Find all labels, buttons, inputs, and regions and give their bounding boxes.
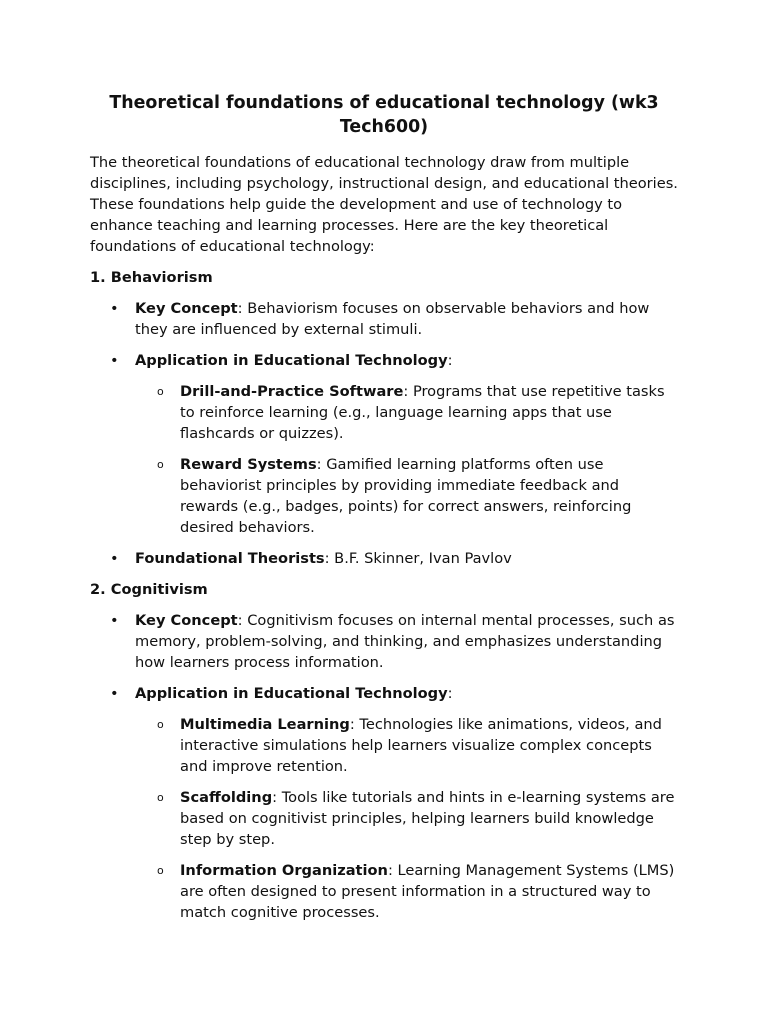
sub-bullet-icon: o — [157, 864, 164, 877]
document-title: Theoretical foundations of educational technology (wk3 Tech600) — [109, 93, 659, 137]
sub-bullet-icon: o — [157, 791, 164, 804]
sub-bullet-list — [135, 381, 678, 538]
term-label: Key Concept — [135, 300, 238, 317]
list-item-application — [90, 683, 678, 923]
sub-list-item — [135, 714, 678, 777]
term-description: : Behaviorism focuses on observable behaviors and how they are influenced by external stimuli. — [135, 300, 650, 338]
section-heading: 2. Cognitivism — [90, 581, 208, 598]
term-description: : — [447, 352, 453, 369]
list-item-application — [90, 350, 678, 538]
term-label: Foundational Theorists — [135, 550, 325, 567]
term-label: Reward Systems — [180, 456, 317, 473]
list-item-key-concept — [90, 610, 678, 673]
intro-paragraph: The theoretical foundations of educational technology draw from multiple disciplines, including psychology, instructional design, and educational theories. These foundations help guide the development and use of technology to enhance teaching and learning processes. Here are the key theoretical foundations of educational technology: — [90, 154, 678, 255]
term-description: : B.F. Skinner, Ivan Pavlov — [324, 550, 512, 567]
term-description: : — [447, 685, 453, 702]
sub-bullet-icon: o — [157, 385, 164, 398]
sub-bullet-list — [135, 714, 678, 923]
bullet-icon: • — [110, 612, 119, 629]
list-item-theorists — [90, 548, 678, 569]
term-label: Application in Educational Technology — [135, 352, 448, 369]
term-label: Information Organization — [180, 862, 388, 879]
section-heading: 1. Behaviorism — [90, 269, 213, 286]
sub-bullet-icon: o — [157, 458, 164, 471]
sub-list-item — [135, 860, 678, 923]
term-description: : Tools like tutorials and hints in e-learning systems are based on cognitivist principles, helping learners build knowledge step by step. — [180, 789, 675, 848]
term-description: : Learning Management Systems (LMS) are often designed to present information in a structured way to match cognitive processes. — [180, 862, 675, 921]
term-description: : Gamified learning platforms often use behaviorist principles by providing immediate feedback and rewards (e.g., badges, points) for correct answers, reinforcing desired behaviors. — [180, 456, 632, 536]
bullet-icon: • — [110, 300, 119, 317]
section-cognitivism — [90, 579, 678, 923]
term-description: : Cognitivism focuses on internal mental processes, such as memory, problem-solving, and thinking, and emphasizes understanding how learners process information. — [135, 612, 675, 671]
term-label: Scaffolding — [180, 789, 273, 806]
list-item-key-concept — [90, 298, 678, 340]
term-label: Drill-and-Practice Software — [180, 383, 404, 400]
sub-list-item — [135, 454, 678, 538]
term-description: : Programs that use repetitive tasks to reinforce learning (e.g., language learning apps that use flashcards or quizzes). — [180, 383, 665, 442]
bullet-icon: • — [110, 685, 119, 702]
term-description: : Technologies like animations, videos, and interactive simulations help learners visualize complex concepts and improve retention. — [180, 716, 662, 775]
term-label: Key Concept — [135, 612, 238, 629]
term-label: Multimedia Learning — [180, 716, 350, 733]
sub-list-item — [135, 787, 678, 850]
bullet-list — [90, 298, 678, 569]
section-behaviorism — [90, 267, 678, 569]
sub-list-item — [135, 381, 678, 444]
term-label: Application in Educational Technology — [135, 685, 448, 702]
bullet-icon: • — [110, 352, 119, 369]
bullet-icon: • — [110, 550, 119, 567]
sub-bullet-icon: o — [157, 718, 164, 731]
bullet-list — [90, 610, 678, 923]
